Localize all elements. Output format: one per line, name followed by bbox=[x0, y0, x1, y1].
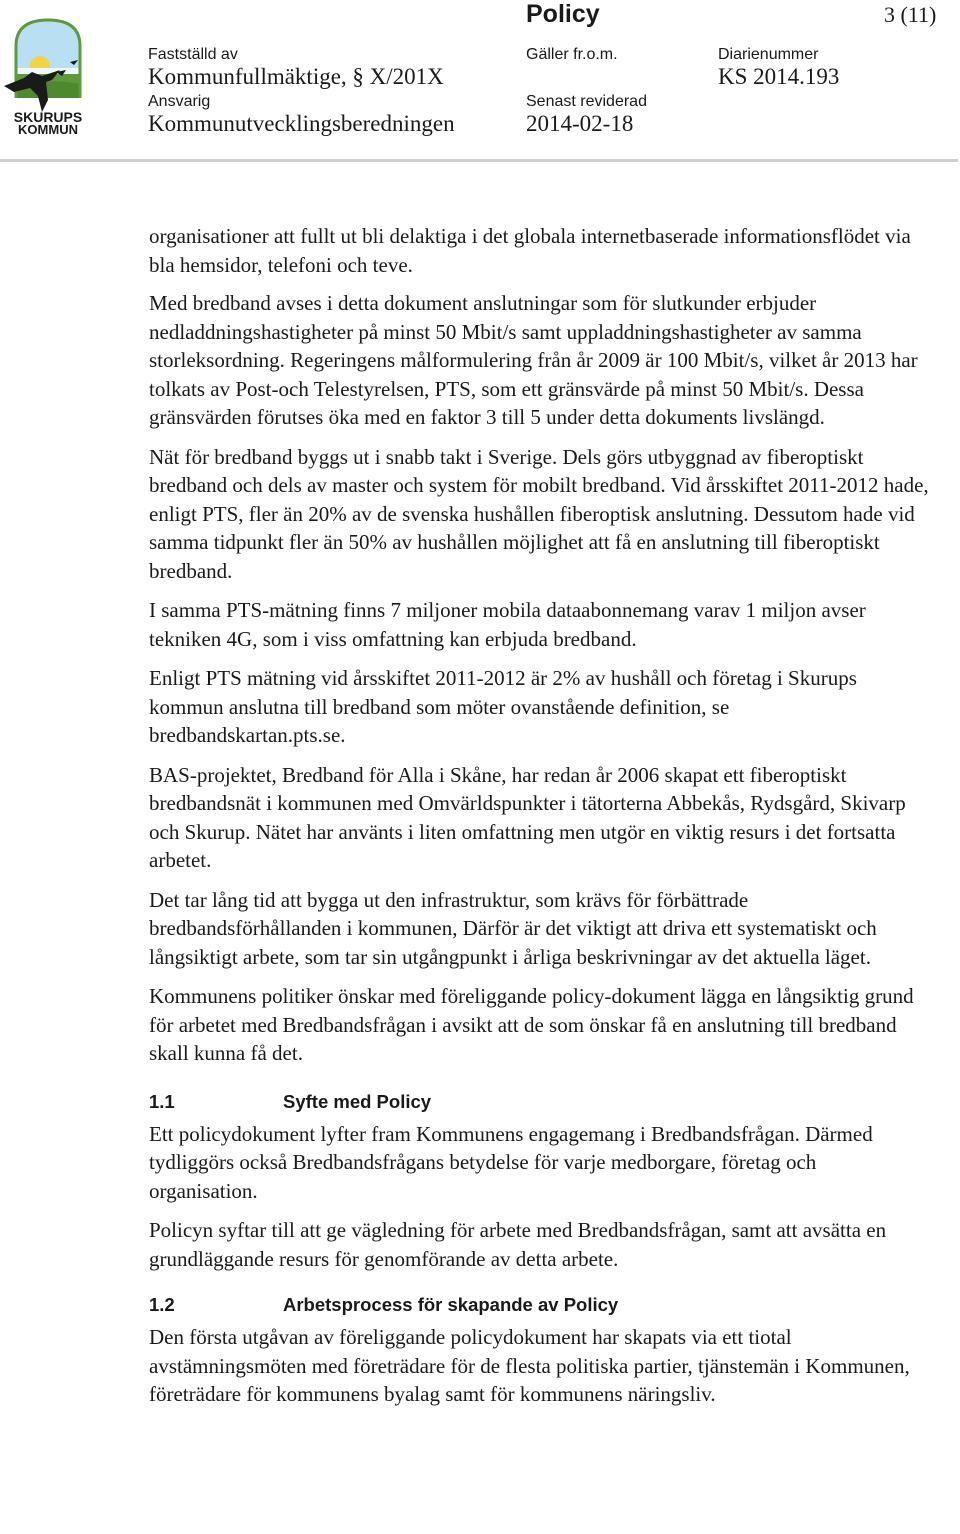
paragraph: Policyn syftar till att ge vägledning för arbete med Bredbandsfrågan, samt att avsätta en grundläggande resurs för genomförande av detta arbete. bbox=[149, 1218, 887, 1271]
paragraph: I samma PTS-mätning finns 7 miljoner mobila dataabonnemang varav 1 miljon avser tekniken 4G, som i viss omfattning kan erbjuda bredband. bbox=[149, 598, 866, 651]
diary-number-label: Diarienummer bbox=[718, 46, 819, 63]
section-heading-arbetsprocess bbox=[149, 1291, 929, 1319]
paragraph: Den första utgåvan av föreliggande policydokument har skapats via ett tiotal avstämningsmöten med företrädare för de flesta politiska partier, tjänstemän i Kommunen, företrädare för kommunens byalag samt för kommunens näringsliv. bbox=[149, 1325, 910, 1406]
logo-text-line1: SKURUPS bbox=[13, 109, 83, 125]
adopted-by-label: Fastställd av bbox=[148, 46, 238, 63]
document-type: Policy bbox=[526, 0, 600, 28]
document-body bbox=[149, 222, 929, 1420]
paragraph: Med bredband avses i detta dokument anslutningar som för slutkunder erbjuder nedladdningshastigheter på minst 50 Mbit/s samt uppladdningshastigheter av samma storleksordning. Regeringens målformulering från år 2009 är 100 Mbit/s, vilket år 2013 har tolkats av Post-och Telestyrelsen, PTS, som ett gränsvärde på minst 50 Mbit/s. Dessa gränsvärden förutses öka med en faktor 3 till 5 under detta dokuments livslängd. bbox=[149, 291, 918, 429]
section-number: 1.2 bbox=[149, 1294, 175, 1315]
section-heading-syfte bbox=[149, 1088, 929, 1116]
paragraph: Kommunens politiker önskar med föreliggande policy-dokument lägga en långsiktig grund för arbetet med Bredbandsfrågan i avsikt att de som önskar få en anslutning till bredband skall kunna få det. bbox=[149, 984, 914, 1065]
paragraph: organisationer att fullt ut bli delaktiga i det globala internetbaserade informationsflödet via bla hemsidor, telefoni och teve. bbox=[149, 224, 911, 277]
page-number: 3 (11) bbox=[884, 2, 937, 27]
valid-from-label: Gäller fr.o.m. bbox=[526, 46, 618, 63]
skurups-kommun-logo bbox=[2, 16, 94, 136]
revised-value: 2014-02-18 bbox=[526, 111, 634, 136]
paragraph: Enligt PTS mätning vid årsskiftet 2011-2012 är 2% av hushåll och företag i Skurups kommun anslutna till bredband som möter ovanstående definition, se bredbandskartan.pts.se. bbox=[149, 666, 857, 747]
paragraph: Det tar lång tid att bygga ut den infrastruktur, som krävs för förbättrade bredbandsförhållanden i kommunen, Därför är det viktigt att driva ett systematiskt och långsiktigt arbete, som tar sin utgångpunkt i årliga beskrivningar av det aktuella läget. bbox=[149, 887, 877, 969]
responsible-label: Ansvarig bbox=[148, 93, 211, 110]
logo-text-line2: KOMMUN bbox=[18, 122, 78, 136]
header-divider bbox=[0, 159, 958, 162]
diary-number-value: KS 2014.193 bbox=[718, 64, 840, 89]
section-number: 1.1 bbox=[149, 1090, 175, 1112]
section-title: Syfte med Policy bbox=[283, 1090, 432, 1112]
responsible-value: Kommunutvecklingsberedningen bbox=[148, 111, 455, 136]
adopted-by-value: Kommunfullmäktige, § X/201X bbox=[148, 64, 444, 89]
section-title: Arbetsprocess för skapande av Policy bbox=[283, 1294, 619, 1315]
paragraph: BAS-projektet, Bredband för Alla i Skåne, har redan år 2006 skapat ett fiberoptiskt bredbandsnät i kommunen med Omvärldspunkter i tätorterna Abbekås, Rydsgård, Skivarp och Skurup. Nätet har använts i liten omfattning men utgör en viktig resurs i det fortsatta arbetet. bbox=[149, 762, 906, 872]
document-header bbox=[0, 0, 960, 165]
revised-label: Senast reviderad bbox=[526, 93, 647, 110]
paragraph: Nät för bredband byggs ut i snabb takt i Sverige. Dels görs utbyggnad av fiberoptiskt bredband och dels av master och system för mobilt bredband. Vid årsskiftet 2011-2012 hade, enligt PTS, fler än 20% av de svenska hushållen fiberoptisk anslutning. Dessutom hade vid samma tidpunkt fler än 50% av hushållen möjlighet att få en anslutning till fiberoptiskt bredband. bbox=[149, 444, 929, 583]
paragraph: Ett policydokument lyfter fram Kommunens engagemang i Bredbandsfrågan. Därmed tydliggörs också Bredbandsfrågans betydelse för varje medborgare, företag och organisation. bbox=[149, 1121, 873, 1203]
